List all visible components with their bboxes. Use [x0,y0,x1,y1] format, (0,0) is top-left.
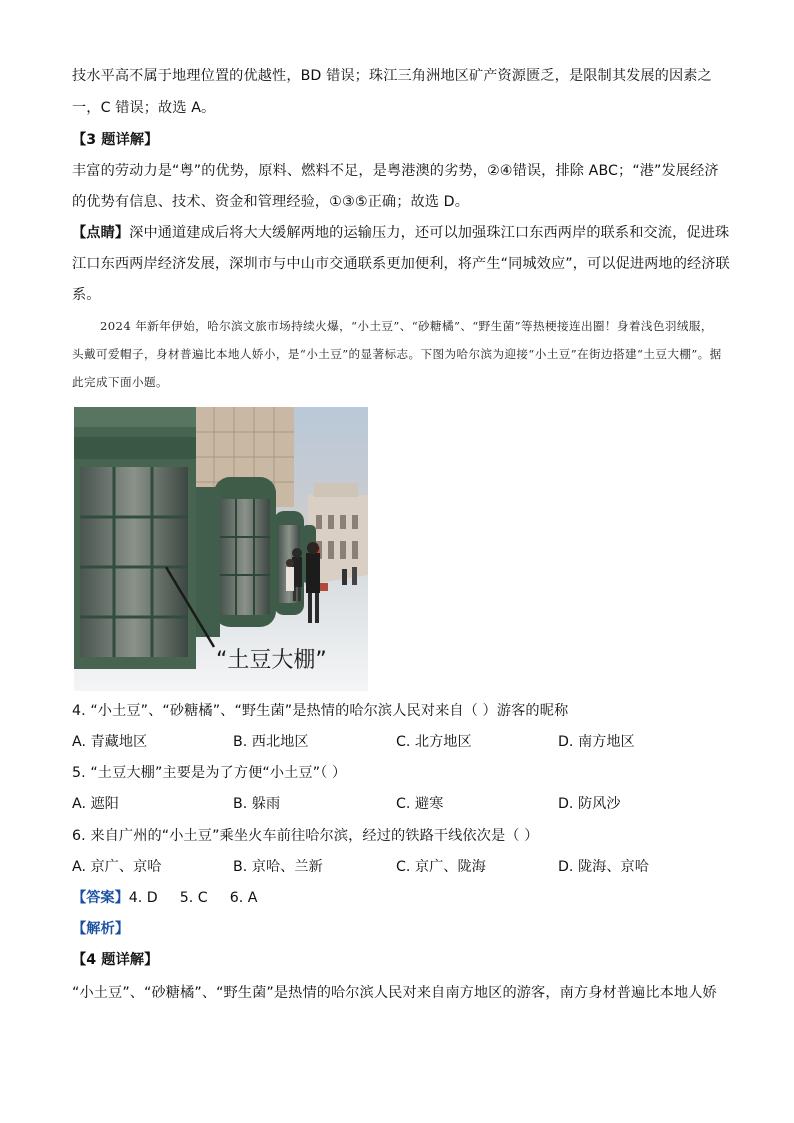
q6-option-d: D. 陇海、京哈 [558,859,649,875]
question-5-stem: 5. “土豆大棚”主要是为了方便“小土豆”（ ） [72,765,347,781]
potato-greenhouse-photo [74,407,368,691]
answer-item: 6. A [229,890,258,906]
body-text-line: 系。 [72,287,101,303]
q5-option-a: A. 遮阳 [72,796,119,812]
body-text-line: 一，C 错误；故选 A。 [72,100,216,116]
q4-option-d: D. 南方地区 [558,734,635,750]
body-text-line: 丰富的劳动力是“粤”的优势，原料、燃料不足，是粤港澳的劣势，②④错误，排除 ABC；“港”发展经济 [72,163,719,179]
answer-tag: 【答案】 [72,890,129,906]
q4-detail-header: 【4 题详解】 [72,952,159,968]
answer-key [72,888,257,908]
q6-option-a: A. 京广、京哈 [72,859,162,875]
analysis-tag: 【解析】 [72,921,130,937]
body-text-line: 的优势有信息、技术、资金和管理经验，①③⑤正确；故选 D。 [72,194,469,210]
question-6-stem: 6. 来自广州的“小土豆”乘坐火车前往哈尔滨，经过的铁路干线依次是（ ） [72,828,539,844]
dianjing-line [72,223,729,243]
photo-caption: “土豆大棚” [216,648,327,673]
question-4-stem: 4. “小土豆”、“砂糖橘”、“野生菌”是热情的哈尔滨人民对来自（ ）游客的昵称 [72,703,569,719]
dianjing-tag: 【点睛】 [72,225,130,241]
q4-option-a: A. 青藏地区 [72,734,148,750]
body-text-line: 技水平高不属于地理位置的优越性，BD 错误；珠江三角洲地区矿产资源匮乏，是限制其发展的因素之 [72,68,712,84]
body-text-line: 江口东西两岸经济发展，深圳市与中山市交通联系更加便利，将产生“同城效应”，可以促进两地的经济联 [72,256,730,272]
body-text-line: “小土豆”、“砂糖橘”、“野生菌”是热情的哈尔滨人民对来自南方地区的游客，南方身材普遍比本地人娇 [72,985,717,1001]
q5-option-c: C. 避寒 [396,796,444,812]
q4-option-b: B. 西北地区 [233,734,309,750]
q6-option-b: B. 京哈、兰新 [233,859,323,875]
q6-option-c: C. 京广、陇海 [396,859,486,875]
reading-passage [72,312,722,396]
answer-item: 4. D [128,890,158,906]
q3-detail-header: 【3 题详解】 [72,132,159,148]
q4-option-c: C. 北方地区 [396,734,472,750]
q5-option-b: B. 躲雨 [233,796,281,812]
q5-option-d: D. 防风沙 [558,796,621,812]
dianjing-text: 深中通道建成后将大大缓解两地的运输压力，还可以加强珠江口东西两岸的联系和交流，促进珠 [129,225,730,241]
passage-paragraph: 2024 年新年伊始，哈尔滨文旅市场持续火爆，“小土豆”、“砂糖橘”、“野生菌”等热梗接连出圈！身着浅色羽绒服，头戴可爱帽子，身材普遍比本地人娇小，是“小土豆”的显著标志。下图为哈尔滨为迎接“小土豆”在街边搭建“土豆大棚”。据此完成下面小题。 [72,319,722,389]
answer-item: 5. C [179,890,208,906]
